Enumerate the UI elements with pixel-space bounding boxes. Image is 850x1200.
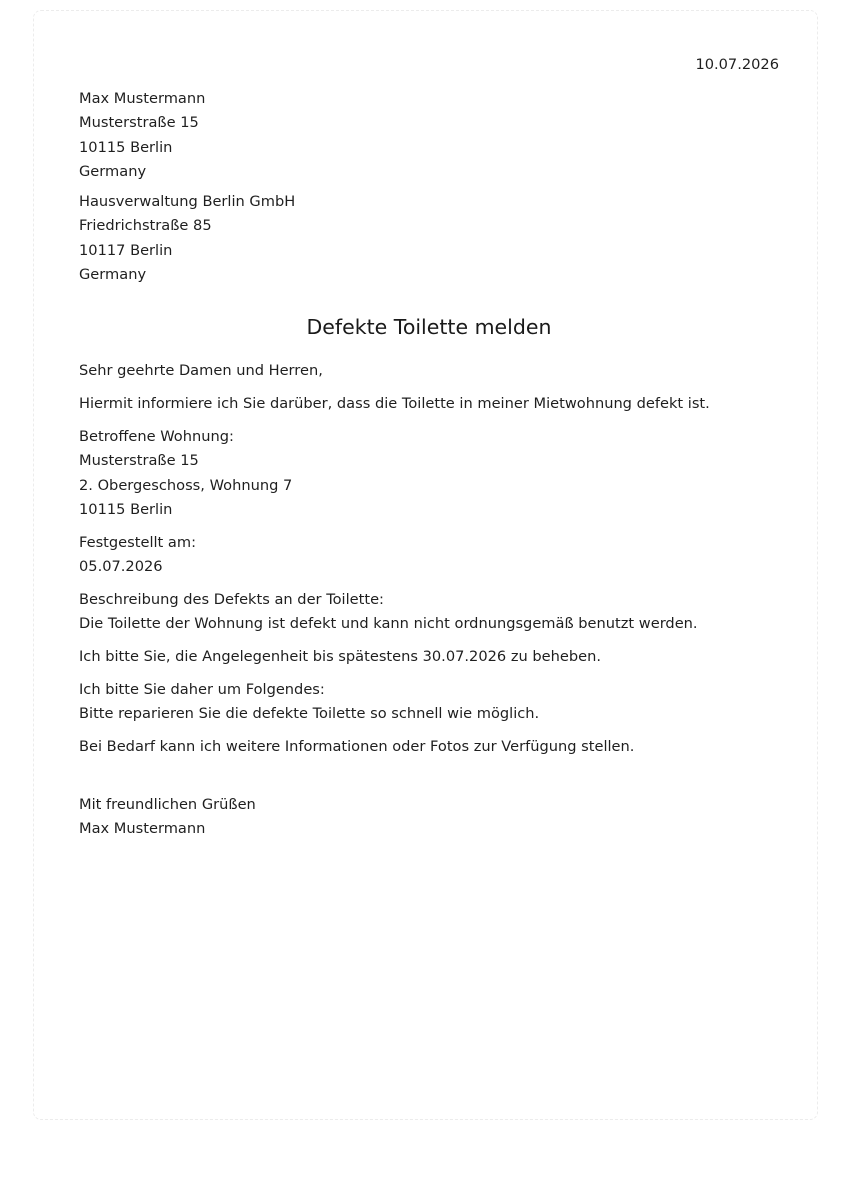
detected-date: 05.07.2026: [79, 558, 163, 576]
letter-page: [33, 10, 818, 1120]
apartment-unit: 2. Obergeschoss, Wohnung 7: [79, 476, 293, 494]
sender-name: Max Mustermann: [79, 90, 206, 107]
recipient-country: Germany: [79, 265, 147, 283]
offer-text: Bei Bedarf kann ich weitere Informationen oder Fotos zur Verfügung stellen.: [79, 738, 635, 755]
description-block: [79, 588, 779, 637]
detected-label: Festgestellt am:: [79, 534, 196, 551]
sender-country: Germany: [79, 162, 147, 180]
request-label: Ich bitte Sie daher um Folgendes:: [79, 681, 325, 698]
closing-block: [79, 793, 779, 842]
recipient-name: Hausverwaltung Berlin GmbH: [79, 193, 296, 210]
recipient-city: 10117 Berlin: [79, 241, 173, 259]
recipient-street: Friedrichstraße 85: [79, 217, 212, 235]
closing-text: Mit freundlichen Grüßen: [79, 796, 256, 813]
apartment-label: Betroffene Wohnung:: [79, 428, 234, 445]
letter-date: 10.07.2026: [695, 56, 779, 73]
deadline-text: Ich bitte Sie, die Angelegenheit bis spätestens 30.07.2026 zu beheben.: [79, 648, 601, 665]
sender-street: Musterstraße 15: [79, 114, 199, 132]
apartment-city: 10115 Berlin: [79, 500, 173, 518]
apartment-street: Musterstraße 15: [79, 452, 199, 470]
description-text: Die Toilette der Wohnung ist defekt und kann nicht ordnungsgemäß benutzt werden.: [79, 615, 698, 633]
sender-city: 10115 Berlin: [79, 138, 173, 156]
request-block: [79, 678, 779, 727]
salutation: [79, 359, 779, 383]
signature-name: Max Mustermann: [79, 820, 206, 838]
description-label: Beschreibung des Defekts an der Toilette:: [79, 591, 384, 608]
letter-subject: Defekte Toilette melden: [306, 315, 552, 339]
salutation-text: Sehr geehrte Damen und Herren,: [79, 362, 323, 379]
sender-address: [79, 87, 779, 184]
detected-block: [79, 531, 779, 580]
apartment-block: [79, 425, 779, 522]
intro-paragraph: [79, 392, 779, 416]
offer-paragraph: [79, 735, 779, 759]
deadline-paragraph: [79, 645, 779, 669]
intro-text: Hiermit informiere ich Sie darüber, dass die Toilette in meiner Mietwohnung defekt ist.: [79, 395, 710, 412]
recipient-address: [79, 190, 779, 287]
request-text: Bitte reparieren Sie die defekte Toilette so schnell wie möglich.: [79, 705, 540, 723]
